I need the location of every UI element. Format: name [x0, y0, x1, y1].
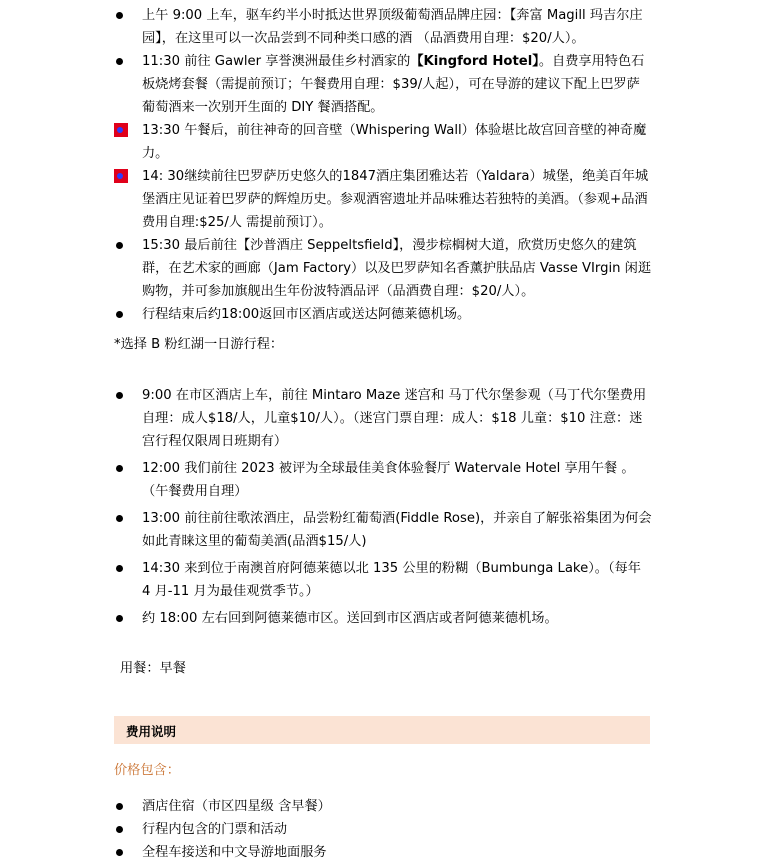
bullet-icon	[116, 515, 123, 522]
list-item	[0, 457, 760, 503]
list-item	[0, 50, 760, 119]
highlight-bullet-icon	[114, 123, 128, 137]
list-item	[0, 795, 760, 818]
item-text: 13:30 午餐后，前往神奇的回音壁（Whispering Wall）体验堪比故宫回音壁的神奇魔力。	[142, 123, 647, 161]
item-text: 15:30 最后前往【沙普酒庄 Seppeltsfield】，漫步棕榈树大道，欣赏历史悠久的建筑群，在艺术家的画廊（Jam Factory）以及巴罗萨知名香薰护肤品店 Vasse VIrgin 闲逛购物，并可参加旗舰出生年份波特酒品评（品酒费自理：$20/人）。	[142, 238, 652, 299]
bullet-icon	[116, 826, 123, 833]
item-text: 约 18:00 左右回到阿德莱德市区。送回到市区酒店或者阿德莱德机场。	[142, 611, 558, 626]
section-title: 费用说明	[126, 724, 177, 739]
list-item	[0, 507, 760, 553]
item-text: 行程内包含的门票和活动	[142, 822, 288, 837]
bullet-icon	[116, 465, 123, 472]
bullet-icon	[116, 58, 123, 65]
list-item	[0, 384, 760, 453]
item-text: 14: 30继续前往巴罗萨历史悠久的1847酒庄集团雅达若（Yaldara）城堡，绝美百年城堡酒庄见证着巴罗萨的辉煌历史。参观酒窖遗址并品味雅达若独特的美酒。（参观+品酒费用自理:$25/人 需提前预订）。	[142, 169, 649, 230]
list-item	[0, 607, 760, 630]
list-item	[0, 818, 760, 841]
item-text: 全程车接送和中文导游地面服务	[142, 845, 327, 860]
bullet-icon	[116, 242, 123, 249]
included-list	[0, 795, 760, 864]
item-text: 9:00 在市区酒店上车，前往 Mintaro Maze 迷宫和 马丁代尔堡参观（马丁代尔堡费用自理：成人$18/人，儿童$10/人）。（迷宫门票自理：成人：$18 儿童：$10 注意：迷宫行程仅限周日班期有）	[142, 388, 647, 449]
bullet-icon	[116, 311, 123, 318]
option-b-title: *选择 B 粉红湖一日游行程：	[114, 337, 284, 352]
fee-section-header	[114, 716, 650, 744]
item-text: 12:00 我们前往 2023 被评为全球最佳美食体验餐厅 Watervale Hotel 享用午餐 。（午餐费用自理）	[142, 461, 635, 499]
item-text: 酒店住宿（市区四星级 含早餐）	[142, 799, 331, 814]
list-item	[0, 303, 760, 326]
item-text: 行程结束后约18:00返回市区酒店或送达阿德莱德机场。	[142, 307, 471, 322]
itinerary-b-list	[0, 384, 760, 630]
item-text: 。自费享用特色石板烧烤套餐（需提前预订；午餐费用自理：$39/人起），可在导游的建议下配上巴罗萨葡萄酒来一次别开生面的 DIY 餐酒搭配。	[142, 54, 645, 115]
itinerary-a-list	[0, 4, 760, 326]
list-item	[0, 557, 760, 603]
item-text: 11:30 前往 Gawler 享誉澳洲最佳乡村酒家的	[142, 54, 411, 69]
bullet-icon	[116, 12, 123, 19]
bullet-icon	[116, 565, 123, 572]
included-title: 价格包含：	[114, 763, 180, 778]
list-item	[0, 4, 760, 50]
list-item	[0, 841, 760, 864]
bullet-icon	[116, 803, 123, 810]
hotel-name: 【Kingford Hotel】	[410, 54, 539, 69]
bullet-icon	[116, 615, 123, 622]
list-item	[0, 234, 760, 303]
list-item	[0, 119, 760, 165]
bullet-icon	[116, 392, 123, 399]
highlight-bullet-icon	[114, 169, 128, 183]
meal-note: 用餐：早餐	[120, 661, 186, 676]
list-item	[0, 165, 760, 234]
item-text: 14:30 来到位于南澳首府阿德莱德以北 135 公里的粉糊（Bumbunga Lake）。（每年 4 月-11 月为最佳观赏季节。）	[142, 561, 641, 599]
item-text: 13:00 前往前往歌浓酒庄，品尝粉红葡萄酒(Fiddle Rose)，并亲自了解张裕集团为何会如此青睐这里的葡萄美酒(品酒$15/人)	[142, 511, 652, 549]
item-text: 上午 9:00 上车，驱车约半小时抵达世界顶级葡萄酒品牌庄园：【奔富 Magill 玛吉尔庄园】，在这里可以一次品尝到不同种类口感的酒 （品酒费用自理：$20/人）。	[142, 8, 643, 46]
bullet-icon	[116, 849, 123, 856]
